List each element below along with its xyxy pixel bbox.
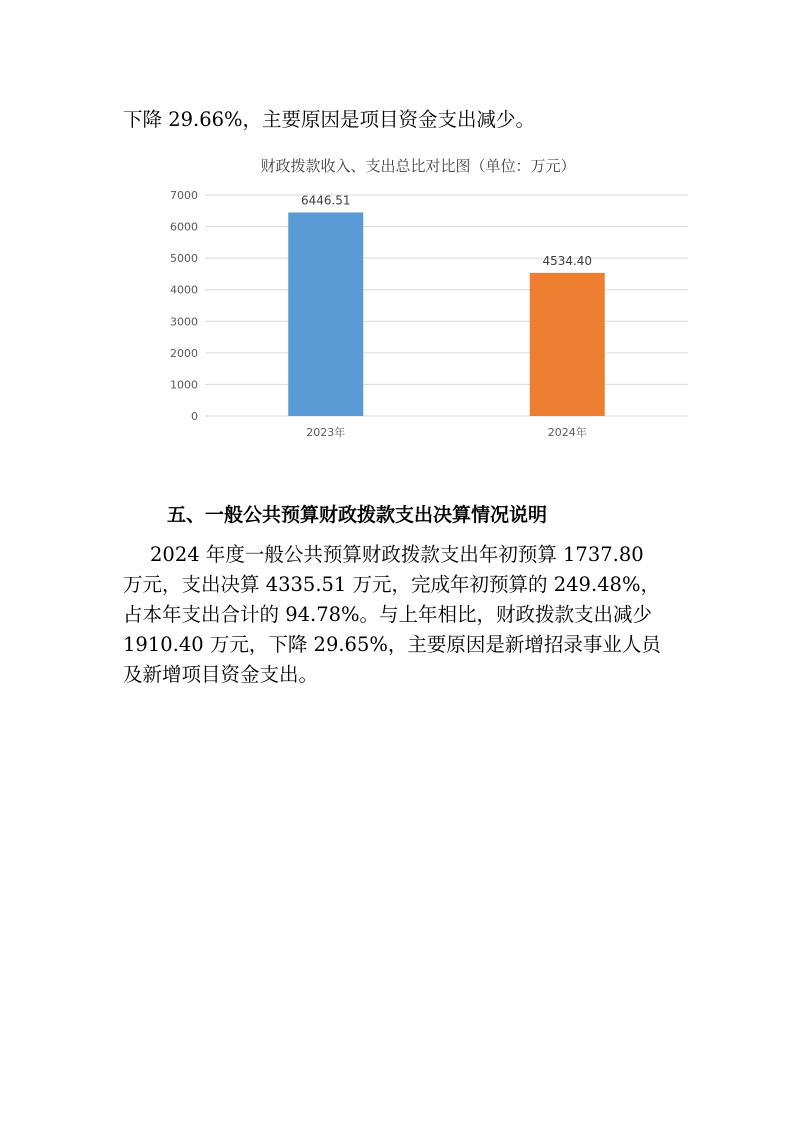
y-tick-label: 2000 bbox=[170, 346, 198, 360]
x-tick-label: 2023年 bbox=[306, 426, 346, 439]
bar-2024年 bbox=[530, 273, 605, 416]
chart-bars bbox=[288, 212, 605, 416]
data-label: 4534.40 bbox=[542, 253, 593, 268]
y-tick-label: 4000 bbox=[170, 283, 198, 297]
y-tick-label: 1000 bbox=[170, 378, 198, 392]
body-line: 1910.40 万元，下降 29.65%，主要原因是新增招录事业人员 bbox=[123, 633, 661, 656]
y-tick-label: 0 bbox=[191, 410, 198, 423]
body-line: 占本年支出合计的 94.78%。与上年相比，财政拨款支出减少 bbox=[123, 603, 653, 626]
body-line: 及新增项目资金支出。 bbox=[123, 663, 319, 686]
intro-line: 下降 29.66%，主要原因是项目资金支出减少。 bbox=[123, 108, 536, 131]
chart-gridlines bbox=[205, 195, 688, 416]
section-heading: 五、一般公共预算财政拨款支出决算情况说明 bbox=[167, 504, 548, 526]
body-paragraph bbox=[123, 540, 683, 690]
chart-x-axis bbox=[306, 425, 587, 439]
y-tick-label: 5000 bbox=[170, 252, 198, 266]
x-tick-label: 2024年 bbox=[547, 426, 587, 439]
bar-2023年 bbox=[288, 212, 363, 416]
y-tick-label: 6000 bbox=[170, 220, 198, 234]
data-label: 6446.51 bbox=[300, 193, 351, 208]
y-tick-label: 7000 bbox=[170, 189, 198, 202]
chart-title: 财政拨款收入、支出总比对比图（单位：万元） bbox=[260, 157, 576, 175]
intro-paragraph bbox=[123, 105, 683, 135]
y-tick-label: 3000 bbox=[170, 315, 198, 329]
chart-y-axis bbox=[170, 189, 198, 423]
bar-chart bbox=[150, 145, 710, 445]
body-line: 万元，支出决算 4335.51 万元，完成年初预算的 249.48%， bbox=[123, 573, 660, 596]
body-line: 2024 年度一般公共预算财政拨款支出年初预算 1737.80 bbox=[150, 543, 644, 566]
